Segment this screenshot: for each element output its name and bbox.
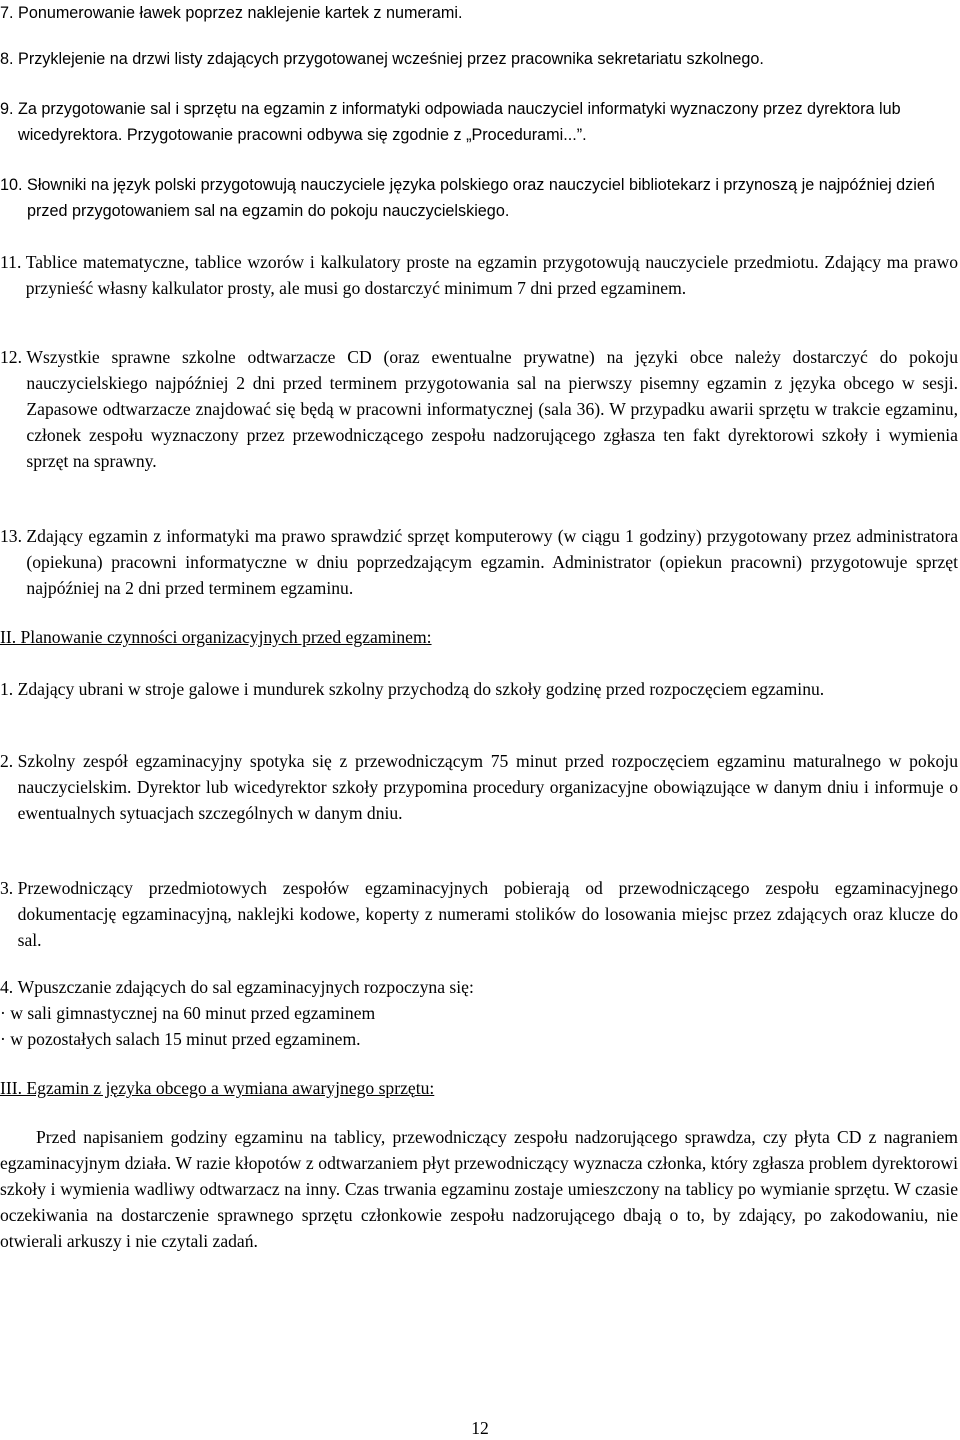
item-number: 8. (0, 50, 14, 68)
item-number: 3. (0, 878, 14, 898)
item-text: Wszystkie sprawne szkolne odtwarzacze CD (oraz ewentualne prywatne) na języki obce należy dostarczyć do pokoju nauczycielskiego najpóźniej 2 dni przed terminem przygotowania sal na pierwszy pisemny egzamin z języka obcego w sesji. Zapasowe odtwarzacze znajdować się będą w pracowni informatycznej (sala 36). W przypadku awarii sprzętu w trakcie egzaminu, członek zespołu wyznaczony przez przewodniczącego zespołu nadzorującego zgłasza ten fakt dyrektorowi szkoły i wymienia sprzęt na sprawny. (26, 347, 958, 471)
item-text: Przewodniczący przedmiotowych zespołów egzaminacyjnych pobierają od przewodniczącego zespołu egzaminacyjnego dokumentację egzaminacyjną, naklejki kodowe, koperty z numerami stolików do losowania miejsc przez zdających oraz klucze do sal. (17, 878, 958, 950)
bullet-line: · w pozostałych salach 15 minut przed egzaminem. (0, 1029, 361, 1049)
list-item-12 (0, 344, 958, 474)
list-item-7 (0, 0, 958, 26)
list-item-10 (0, 172, 958, 224)
list-item-8 (0, 46, 958, 72)
item-text: Słowniki na język polski przygotowują nauczyciele języka polskiego oraz nauczyciel bibliotekarz i przynoszą je najpóźniej dzień przed przygotowaniem sal na egzamin do pokoju nauczycielskiego. (27, 176, 935, 220)
item-number: 13. (0, 526, 22, 546)
item-text: Wpuszczanie zdających do sal egzaminacyjnych rozpoczyna się: (17, 977, 474, 997)
item-text: Ponumerowanie ławek poprzez naklejenie kartek z numerami. (18, 4, 463, 22)
item-text: Tablice matematyczne, tablice wzorów i kalkulatory proste na egzamin przygotowują nauczyciele przedmiotu. Zdający ma prawo przynieść własny kalkulator prosty, ale musi go dostarczyć minimum 7 dni przed egzaminem. (25, 252, 958, 298)
list-item-13 (0, 523, 958, 601)
item-text: Zdający egzamin z informatyki ma prawo sprawdzić sprzęt komputerowy (w ciągu 1 godziny) przygotowany przez administratora (opiekuna) pracowni informatyczne w dniu poprzedzającym egzamin. Administrator (opiekun pracowni) przygotowuje sprzęt najpóźniej na 2 dni przed terminem egzaminu. (26, 526, 958, 598)
item-number: 9. (0, 100, 14, 118)
item-text: Przyklejenie na drzwi listy zdających przygotowanej wcześniej przez pracownika sekretariatu szkolnego. (18, 50, 764, 68)
section-ii-item-1 (0, 676, 958, 702)
item-number: 2. (0, 751, 14, 771)
section-heading-text: III. Egzamin z języka obcego a wymiana awaryjnego sprzętu: (0, 1078, 435, 1098)
page-number: 12 (471, 1418, 489, 1438)
section-iii-paragraph: Przed napisaniem godziny egzaminu na tablicy, przewodniczący zespołu nadzorującego sprawdza, czy płyta CD z nagraniem egzaminacyjnym działa. W razie kłopotów z odtwarzaniem płyt przewodniczący wyznacza członka, który zgłasza problem dyrektorowi szkoły i wymienia wadliwy odtwarzacz na inny. Czas trwania egzaminu zostaje umieszczony na tablicy po wymianie sprzętu. W czasie oczekiwania na dostarczenie sprawnego sprzętu członkowie zespołu nadzorującego dbają o to, by zdający, po zakodowaniu, nie otwierali arkuszy i nie czytali zadań. (0, 1127, 958, 1251)
section-heading-text: II. Planowanie czynności organizacyjnych przed egzaminem: (0, 627, 432, 647)
bullet-line: · w sali gimnastycznej na 60 minut przed egzaminem (0, 1003, 376, 1023)
item-text: Zdający ubrani w stroje galowe i mundurek szkolny przychodzą do szkoły godzinę przed rozpoczęciem egzaminu. (17, 679, 825, 699)
section-heading-iii (0, 1075, 958, 1101)
section-ii-item-2 (0, 748, 958, 826)
item-number: 12. (0, 347, 22, 367)
item-text: Za przygotowanie sal i sprzętu na egzamin z informatyki odpowiada nauczyciel informatyki wyznaczony przez dyrektora lub wicedyrektora. Przygotowanie pracowni odbywa się zgodnie z „Procedurami...”. (18, 100, 901, 144)
item-text: Szkolny zespół egzaminacyjny spotyka się z przewodniczącym 75 minut przed rozpoczęciem egzaminu maturalnego w pokoju nauczycielskim. Dyrektor lub wicedyrektor szkoły przypomina procedury organizacyjne obowiązujące w danym dniu i informuje o ewentualnych sytuacjach szczególnych w danym dniu. (17, 751, 958, 823)
item-number: 7. (0, 4, 14, 22)
list-item-11 (0, 249, 958, 301)
section-heading-ii (0, 624, 958, 650)
item-number: 11. (0, 252, 22, 272)
item-number: 10. (0, 176, 23, 194)
item-number: 1. (0, 679, 14, 699)
item-number: 4. (0, 977, 14, 997)
section-ii-item-4 (0, 974, 958, 1052)
section-ii-item-3 (0, 875, 958, 953)
list-item-9 (0, 96, 958, 148)
